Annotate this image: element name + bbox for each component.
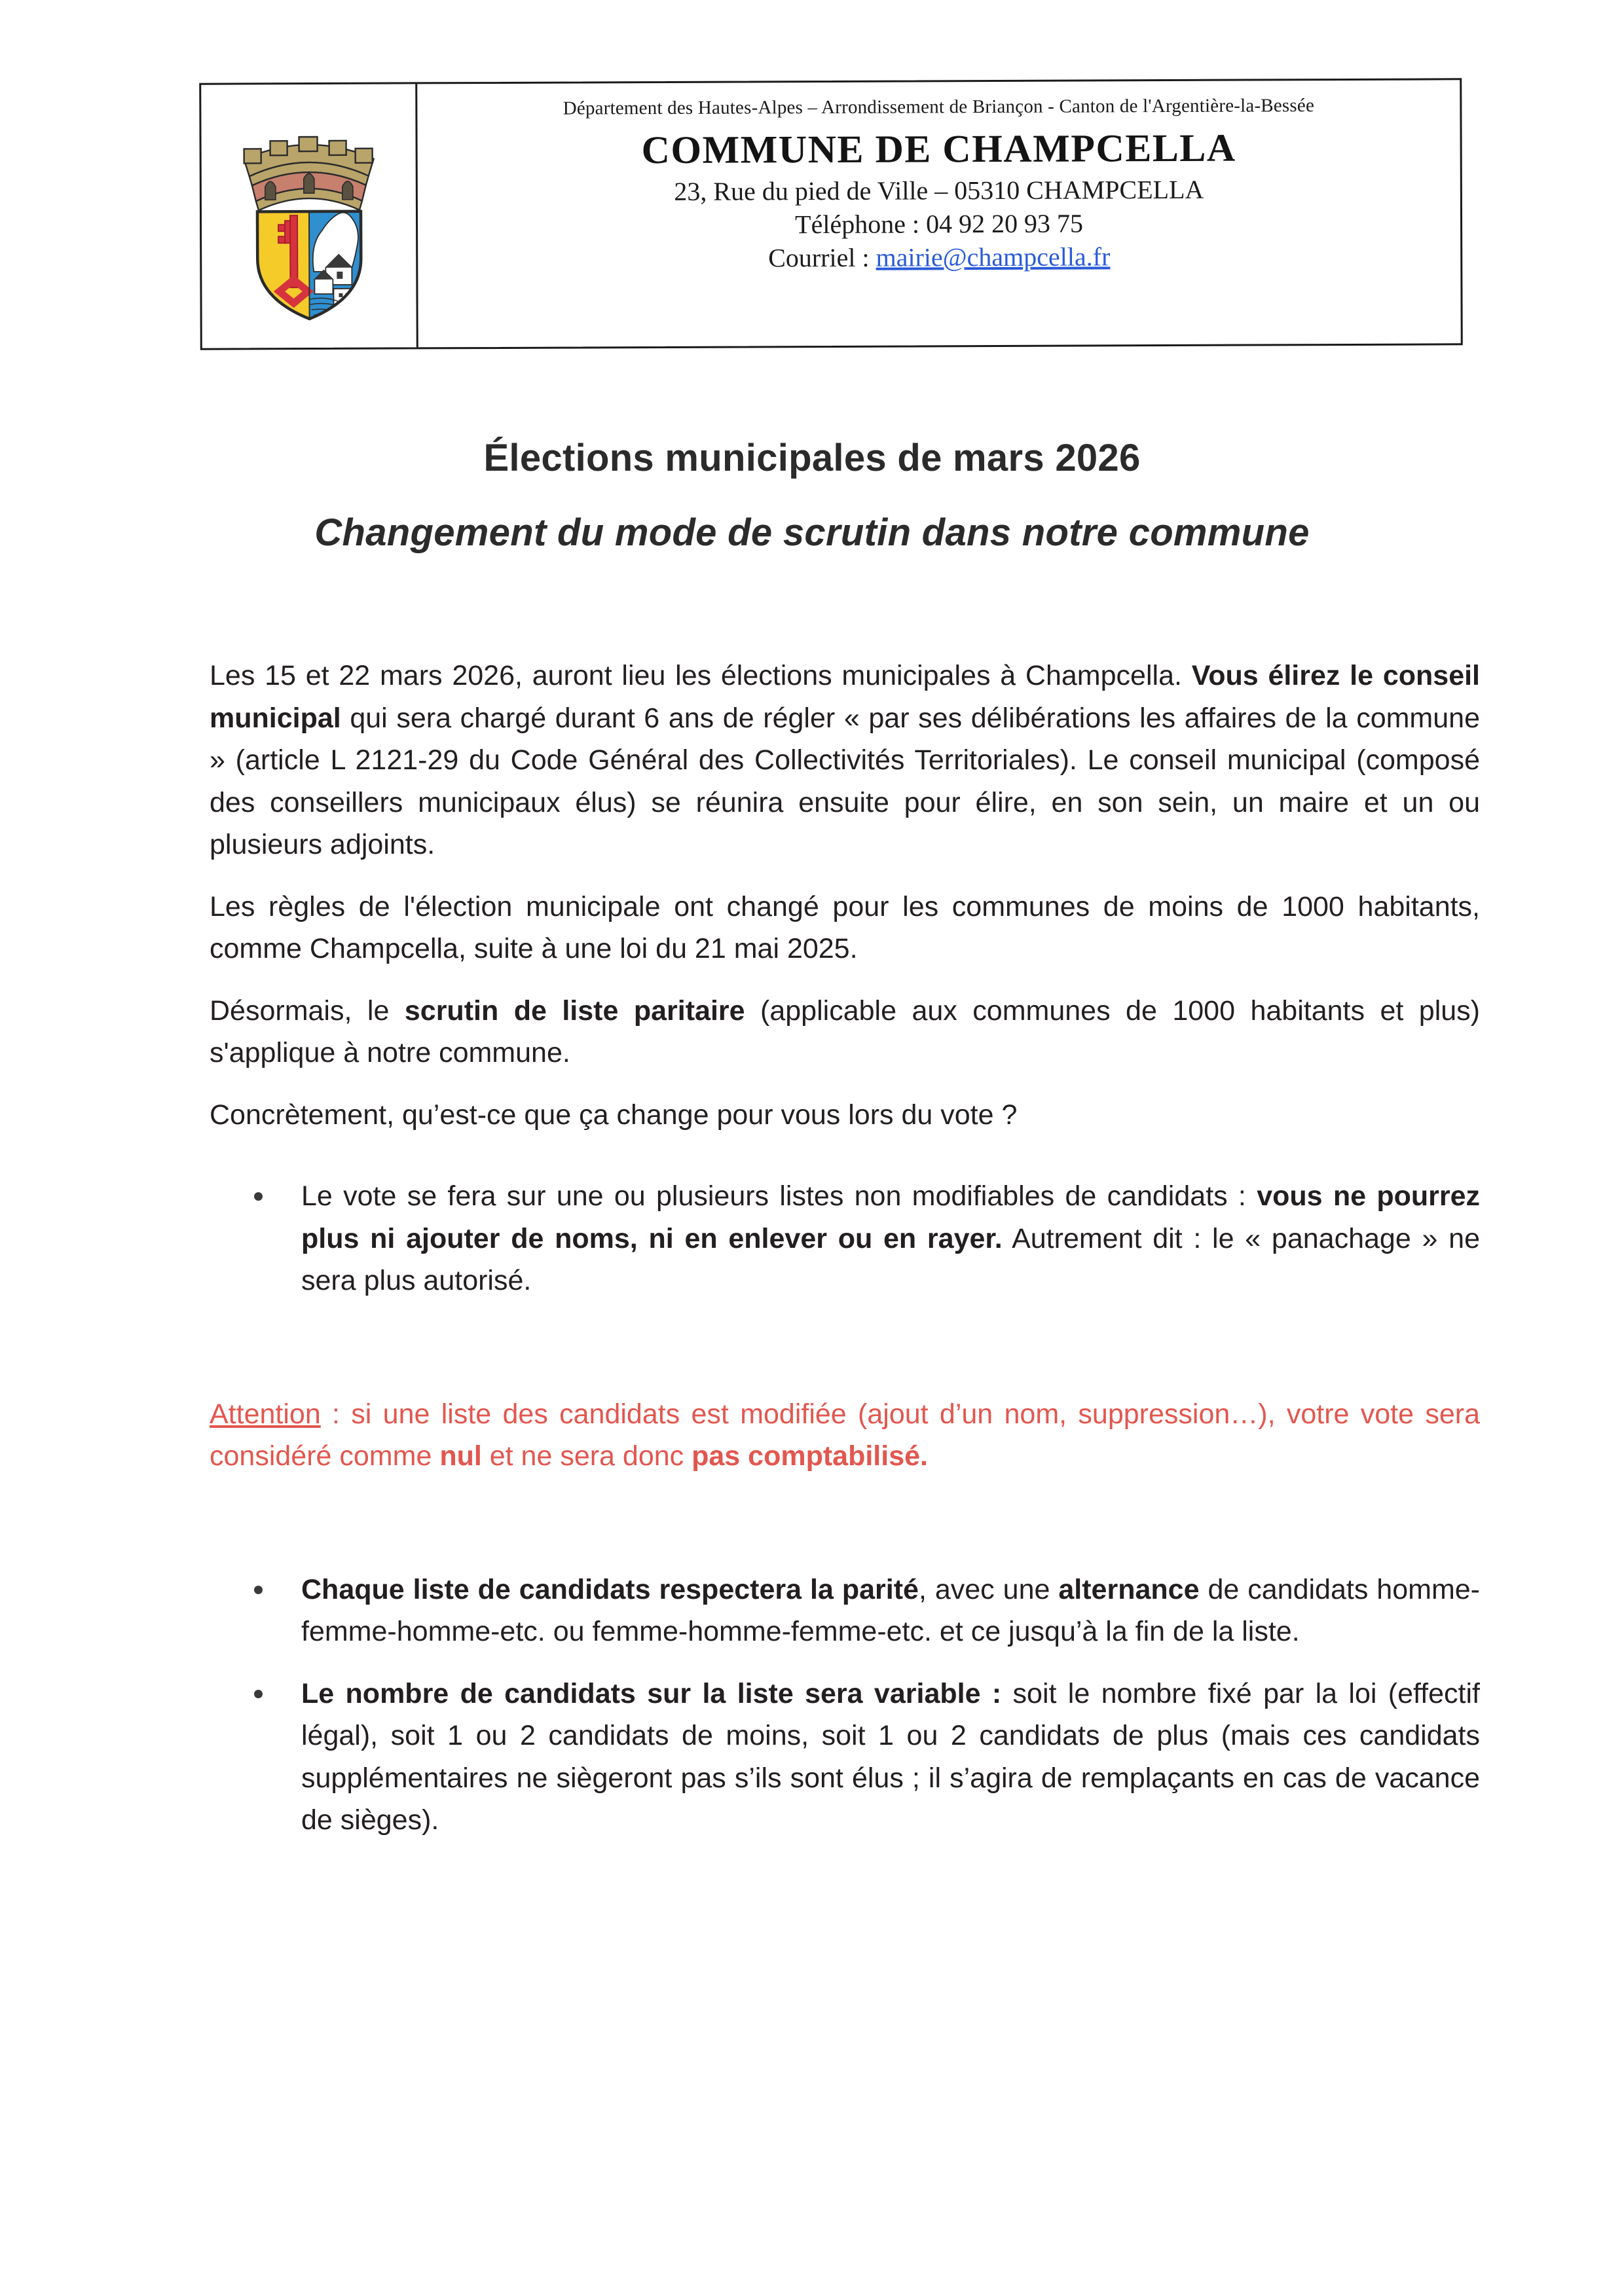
bullet-dot-icon — [254, 1690, 263, 1698]
warning-paragraph — [210, 1393, 1480, 1478]
warning-text-1: : si une liste des candidats est modifiée (ajout d’un nom, suppression…), votre vote sera considéré comme — [210, 1398, 1480, 1472]
paragraph-question: Concrètement, qu’est-ce que ça change pour vous lors du vote ? — [210, 1099, 1018, 1131]
spacer-after-warning — [210, 1506, 1480, 1569]
spacer-before-warning — [210, 1302, 1480, 1365]
b2-bold-1: Chaque liste de candidats respectera la parité — [301, 1573, 919, 1605]
warning-bold-not-counted: pas comptabilisé. — [692, 1440, 928, 1472]
list-item-parity — [210, 1569, 1480, 1653]
list-item-vote-rules — [210, 1175, 1480, 1302]
p3-bold-1: scrutin de liste paritaire — [404, 994, 745, 1027]
p1-text-1: Les 15 et 22 mars 2026, auront lieu les élections municipales à Champcella. — [210, 660, 1192, 691]
warning-text-2: et ne sera donc — [481, 1440, 692, 1472]
b3-text-1: soit le nombre fixé par la loi (effectif légal), soit 1 ou 2 candidats de moins, soit 1 ou 2 candidats de plus (mais ces candidats supplémentaires ne siègeront pas s’ils sont élus ; il s’agira de remplaçants en cas de vacance de sièges). — [301, 1677, 1480, 1836]
bullet-dot-icon — [254, 1586, 263, 1594]
administrative-line: Département des Hautes-Alpes – Arrondissement de Briançon - Canton de l'Argentière-la-Bessée — [563, 95, 1315, 119]
commune-phone: Téléphone : 04 92 20 93 75 — [795, 208, 1084, 240]
email-label: Courriel : — [768, 243, 876, 273]
commune-name: COMMUNE DE CHAMPCELLA — [641, 126, 1236, 172]
warning-bold-nul: nul — [439, 1440, 482, 1472]
paragraph-scrutin — [210, 990, 1480, 1074]
email-link[interactable]: mairie@champcella.fr — [876, 242, 1111, 273]
crest-cell — [201, 84, 418, 348]
page-subtitle: Changement du mode de scrutin dans notre commune — [314, 511, 1310, 554]
p3-text-2: (applicable aux communes de 1000 habitants et plus) s'applique à notre commune. — [210, 994, 1481, 1068]
b3-bold-1: Le nombre de candidats sur la liste sera variable : — [301, 1677, 1002, 1709]
bullet-dot-icon — [254, 1192, 263, 1201]
b2-bold-2: alternance — [1058, 1573, 1200, 1605]
warning-attention-label: Attention — [210, 1398, 321, 1430]
b1-text-1: Le vote se fera sur une ou plusieurs listes non modifiables de candidats : — [301, 1180, 1257, 1212]
b1-text-2: Autrement dit : le « panachage » ne sera plus autorisé. — [301, 1222, 1480, 1296]
p3-text-1: Désormais, le — [210, 994, 405, 1027]
bullet-list-first — [210, 1175, 1480, 1302]
page-title: Élections municipales de mars 2026 — [483, 437, 1141, 479]
document-body — [210, 655, 1480, 1842]
bullet-list-second — [210, 1569, 1480, 1842]
commune-email-line — [435, 239, 1443, 276]
commune-address: 23, Rue du pied de Ville – 05310 CHAMPCELLA — [674, 174, 1204, 206]
list-item-candidate-count — [210, 1673, 1480, 1842]
p1-text-2: qui sera chargé durant 6 ans de régler « par ses délibérations les affaires de la commune » (article L 2121-29 du Code Général des Collectivités Territoriales). Le conseil municipal (composé des conseillers municipaux élus) se réunira ensuite pour élire, en son sein, un maire et un ou plusieurs adjoints. — [210, 702, 1480, 860]
coat-of-arms-icon — [227, 108, 391, 325]
paragraph-rules-changed: Les règles de l'élection municipale ont changé pour les communes de moins de 1000 habitants, comme Champcella, suite à une loi du 21 mai 2025. — [210, 890, 1480, 964]
p1-bold-1: Vous élirez le conseil municipal — [210, 660, 1480, 734]
paragraph-intro — [210, 655, 1480, 866]
b2-text-2: de candidats homme-femme-homme-etc. ou femme-homme-femme-etc. et ce jusqu’à la fin de la liste. — [301, 1573, 1480, 1647]
b1-bold-1: vous ne pourrez plus ni ajouter de noms, ni en enlever ou en rayer. — [301, 1180, 1480, 1254]
letterhead-text-cell — [417, 80, 1461, 347]
b2-text-1: , avec une — [918, 1573, 1059, 1605]
spacer-before-bullet-1 — [210, 1156, 1480, 1175]
letterhead-box — [199, 78, 1463, 350]
